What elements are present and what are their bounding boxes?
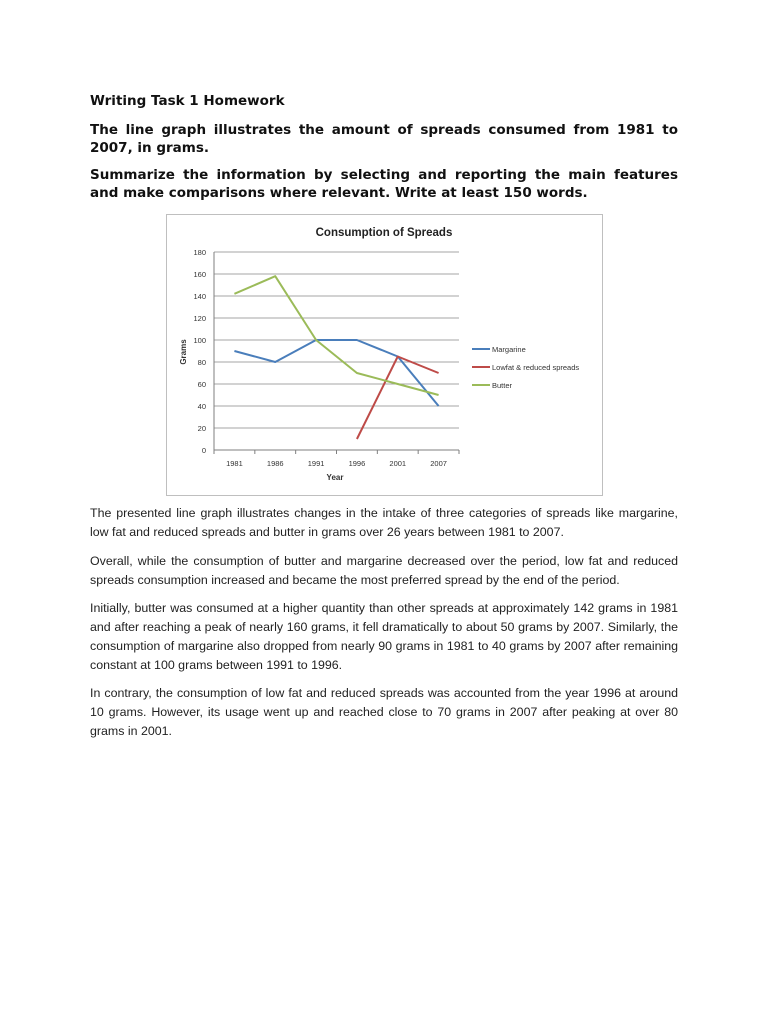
legend-label: Margarine xyxy=(492,345,526,354)
legend-label: Lowfat & reduced spreads xyxy=(492,363,580,372)
x-tick-label: 1981 xyxy=(226,459,243,468)
paragraph-body-1: Initially, butter was consumed at a higher quantity than other spreads at approximately 142 grams in 1981 and after reaching a peak of nearly 160 grams, it fell dramatically to about 50 grams by 2007. Similarly, the consumption of margarine also dropped from nearly 90 grams in 1981 to 40 grams by 2007 after remaining constant at 100 grams between 1991 to 1996. xyxy=(90,601,678,672)
paragraph-body-2: In contrary, the consumption of low fat and reduced spreads was accounted from the year 1996 at around 10 grams. However, its usage went up and reached close to 70 grams in 2007 after peaking at over 80 grams in 2001. xyxy=(90,686,678,738)
y-tick-label: 160 xyxy=(193,270,206,279)
x-tick-label: 1986 xyxy=(266,459,284,468)
x-tick-label: 2001 xyxy=(389,459,407,468)
x-tick-label: 1991 xyxy=(307,459,325,468)
series-line-1 xyxy=(357,357,439,440)
y-tick-label: 60 xyxy=(197,380,206,389)
y-tick-label: 140 xyxy=(193,292,206,301)
y-tick-label: 80 xyxy=(197,358,206,367)
chart-canvas xyxy=(167,215,602,495)
chart-legend xyxy=(472,345,579,390)
y-tick-label: 120 xyxy=(193,314,206,323)
document-heading: Writing Task 1 Homework xyxy=(90,93,285,109)
x-tick-label: 1996 xyxy=(348,459,366,468)
x-tick-label: 2007 xyxy=(430,459,447,468)
y-tick-label: 100 xyxy=(193,336,206,345)
chart-gridlines xyxy=(214,252,459,450)
paragraph-overview: Overall, while the consumption of butter and margarine decreased over the period, low fat and reduced spreads consumption increased and became the most preferred spread by the end of the period. xyxy=(90,554,678,587)
x-axis-ticks xyxy=(214,450,459,468)
legend-label: Butter xyxy=(492,381,513,390)
series-line-0 xyxy=(234,340,438,406)
y-axis-label: Grams xyxy=(179,339,188,365)
paragraph-introduction: The presented line graph illustrates changes in the intake of three categories of spreads like margarine, low fat and reduced spreads and butter in grams over 26 years between 1981 to 2007. xyxy=(90,506,678,539)
chart-series xyxy=(234,276,438,439)
task-description: The line graph illustrates the amount of spreads consumed from 1981 to 2007, in grams. xyxy=(90,122,678,156)
x-axis-label: Year xyxy=(326,473,344,482)
line-chart xyxy=(166,214,603,496)
y-axis-ticks xyxy=(193,248,206,455)
y-tick-label: 40 xyxy=(197,402,206,411)
chart-title: Consumption of Spreads xyxy=(315,227,453,239)
y-tick-label: 0 xyxy=(201,446,206,455)
task-instruction: Summarize the information by selecting and reporting the main features and make comparisons where relevant. Write at least 150 words. xyxy=(90,167,678,201)
series-line-2 xyxy=(234,276,438,395)
y-tick-label: 20 xyxy=(197,424,206,433)
y-tick-label: 180 xyxy=(193,248,206,257)
